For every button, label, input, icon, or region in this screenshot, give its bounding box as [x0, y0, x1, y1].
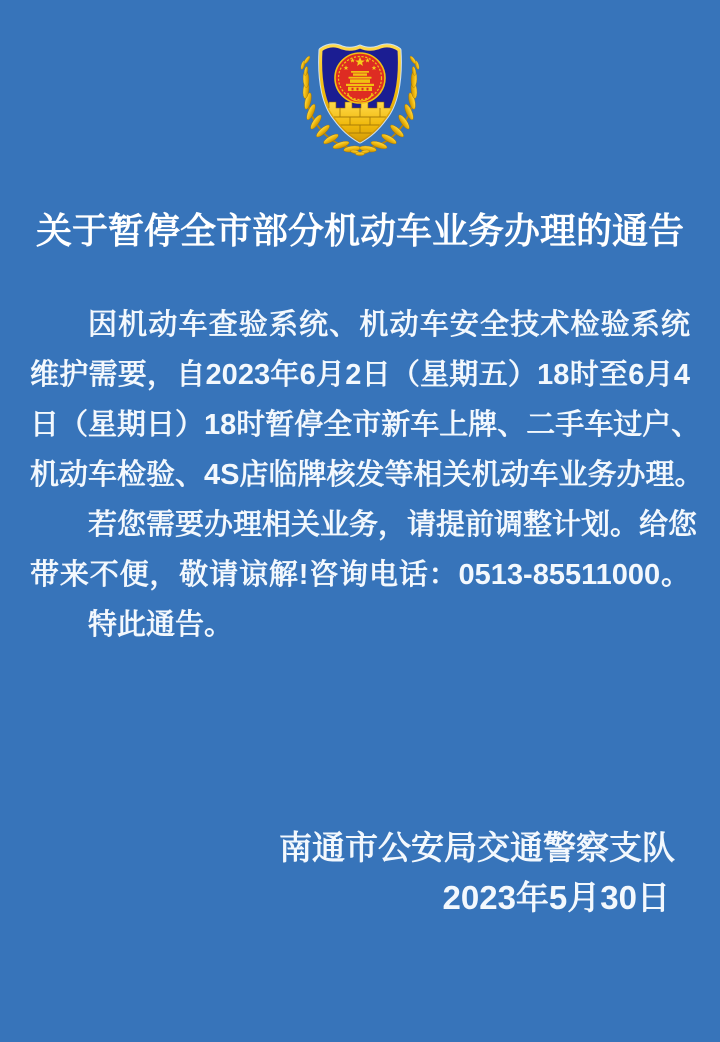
issuer-signature: 南通市公安局交通警察支队 [279, 829, 675, 866]
body-line-2: 维护需要，自2023年6月2日（星期五）18时至6月4 [30, 359, 690, 391]
body-line-5: 若您需要办理相关业务，请提前调整计划。给您 [88, 509, 698, 541]
body-line-3: 日（星期日）18时暂停全市新车上牌、二手车过户、 [30, 409, 701, 441]
notice-body [30, 300, 704, 650]
body-line-4: 机动车检验、4S店临牌核发等相关机动车业务办理。 [30, 459, 704, 491]
body-line-6: 带来不便，敬请谅解!咨询电话：0513-85511000。 [30, 559, 690, 591]
notice-poster [0, 38, 720, 1042]
notice-title: 关于暂停全市部分机动车业务办理的通告 [35, 210, 684, 251]
police-badge-icon [285, 38, 435, 158]
issue-date: 2023年5月30日 [442, 879, 670, 916]
body-line-7: 特此通告。 [88, 609, 234, 641]
body-line-1: 因机动车查验系统、机动车安全技术检验系统 [88, 309, 690, 341]
